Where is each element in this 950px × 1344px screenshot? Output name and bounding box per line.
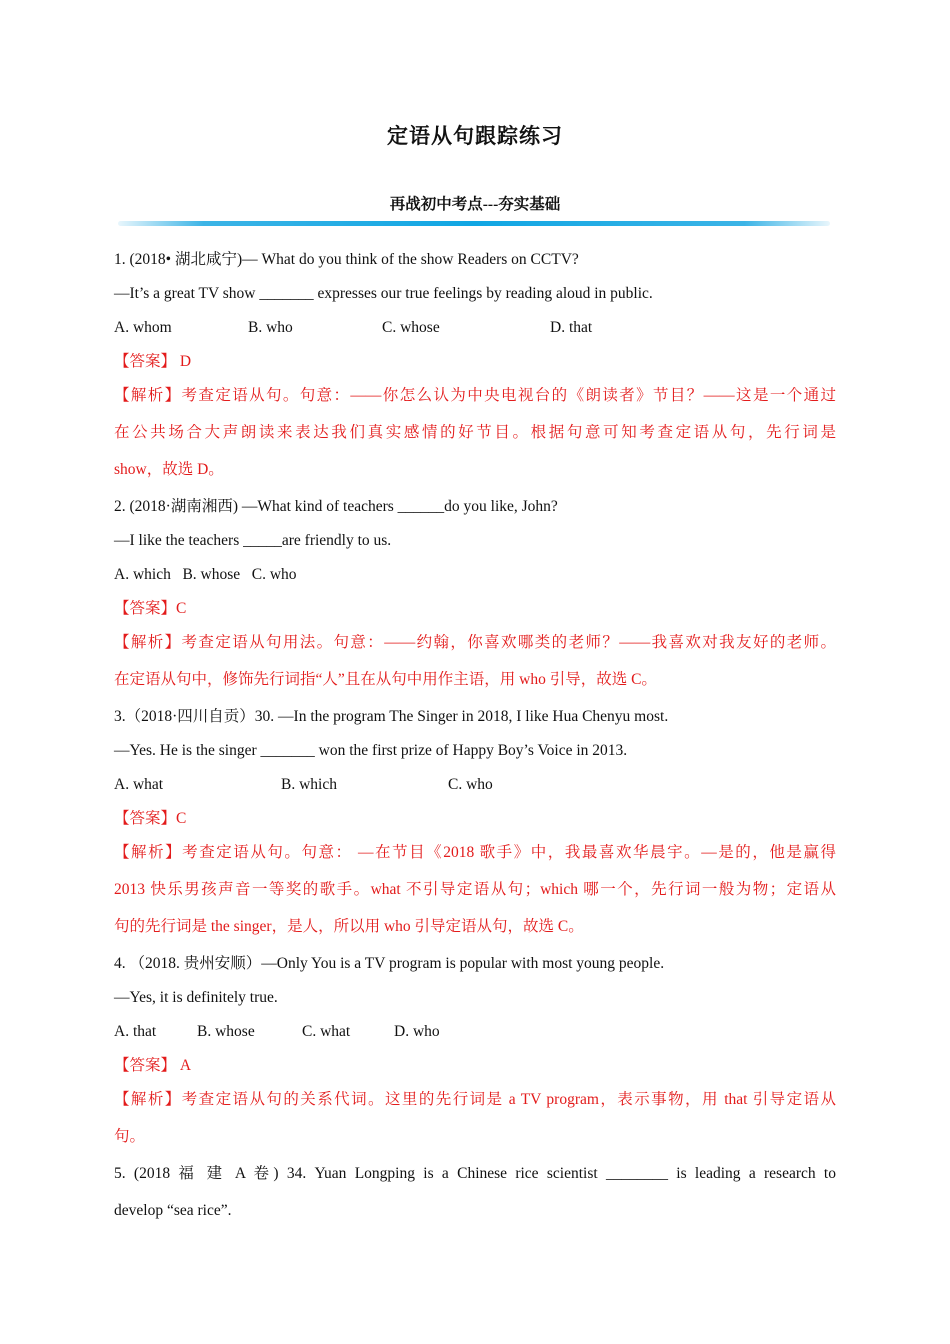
option-a: A. what <box>114 776 164 793</box>
question-line: —I like the teachers _____are friendly to us. <box>114 532 392 549</box>
analysis-line: 句的先行词是 the singer，是人，所以用 who 引导定语从句，故选 C。 <box>114 918 584 935</box>
option-c: C. whose <box>382 319 440 336</box>
analysis-line: 2013 快乐男孩声音一等奖的歌手。what 不引导定语从句；which 哪一个，先行词一般为物；定语从 <box>114 881 836 898</box>
page-title: 定语从句跟踪练习 <box>387 124 563 148</box>
analysis-line: 在定语从句中，修饰先行词指“人”且在从句中用作主语，用 who 引导，故选 C。 <box>114 671 657 688</box>
option-a: A. whom <box>114 319 172 336</box>
question-4 <box>114 951 836 1161</box>
question-stem: 3.（2018·四川自贡）30. —In the program The Singer in 2018, I like Hua Chenyu most. <box>114 708 669 725</box>
answer-key: 【答案】C <box>114 600 187 617</box>
question-line: develop “sea rice”. <box>114 1202 232 1219</box>
option-c: C. who <box>448 776 493 793</box>
section-subtitle: 再战初中考点---夯实基础 <box>389 196 561 213</box>
question-line: —It’s a great TV show _______ expresses our true feelings by reading aloud in public. <box>114 285 653 302</box>
option-c: C. what <box>302 1023 351 1040</box>
answer-key: 【答案】C <box>114 810 187 827</box>
analysis-line: 句。 <box>114 1128 146 1145</box>
option-d: D. who <box>394 1023 440 1040</box>
analysis-line: 【解析】考查定语从句用法。句意：——约翰，你喜欢哪类的老师？——我喜欢对我友好的老师。 <box>114 634 836 651</box>
analysis-line: 【解析】考查定语从句。句意：——你怎么认为中央电视台的《朗读者》节目？——这是一个通过 <box>114 387 836 404</box>
question-line: —Yes, it is definitely true. <box>114 989 278 1006</box>
section-divider <box>118 221 830 226</box>
question-5 <box>114 1161 836 1232</box>
question-list <box>114 247 836 1232</box>
option-b: B. whose <box>197 1023 255 1040</box>
analysis-line: 在公共场合大声朗读来表达我们真实感情的好节目。根据句意可知考查定语从句，先行词是 <box>114 424 836 441</box>
answer-key: 【答案】 D <box>114 353 192 370</box>
answer-options: A. which B. whose C. who <box>114 566 297 583</box>
question-stem: 4. （2018. 贵州安顺）—Only You is a TV program is popular with most young people. <box>114 955 665 972</box>
question-stem: 1. (2018• 湖北咸宁)— What do you think of the show Readers on CCTV? <box>114 251 579 268</box>
answer-options <box>114 1019 836 1053</box>
question-stem: 2. (2018·湖南湘西) —What kind of teachers ______do you like, John? <box>114 498 558 515</box>
question-stem: 5. (2018 福 建 A 卷) 34. Yuan Longping is a Chinese rice scientist ________ is leading a research to <box>114 1165 836 1182</box>
analysis-line: 【解析】考查定语从句的关系代词。这里的先行词是 a TV program，表示事物，用 that 引导定语从 <box>114 1091 836 1108</box>
analysis-line: 【解析】考查定语从句。句意： —在节目《2018 歌手》中，我最喜欢华晨宇。—是的，他是赢得 <box>114 844 836 861</box>
answer-key: 【答案】 A <box>114 1057 192 1074</box>
answer-options <box>114 772 836 806</box>
option-a: A. that <box>114 1023 157 1040</box>
option-b: B. who <box>248 319 293 336</box>
question-1 <box>114 247 836 494</box>
option-b: B. which <box>281 776 337 793</box>
analysis-line: show，故选 D。 <box>114 461 224 478</box>
question-2 <box>114 494 836 704</box>
option-d: D. that <box>550 319 593 336</box>
question-line: —Yes. He is the singer _______ won the first prize of Happy Boy’s Voice in 2013. <box>114 742 628 759</box>
answer-options <box>114 315 836 349</box>
question-3 <box>114 704 836 951</box>
